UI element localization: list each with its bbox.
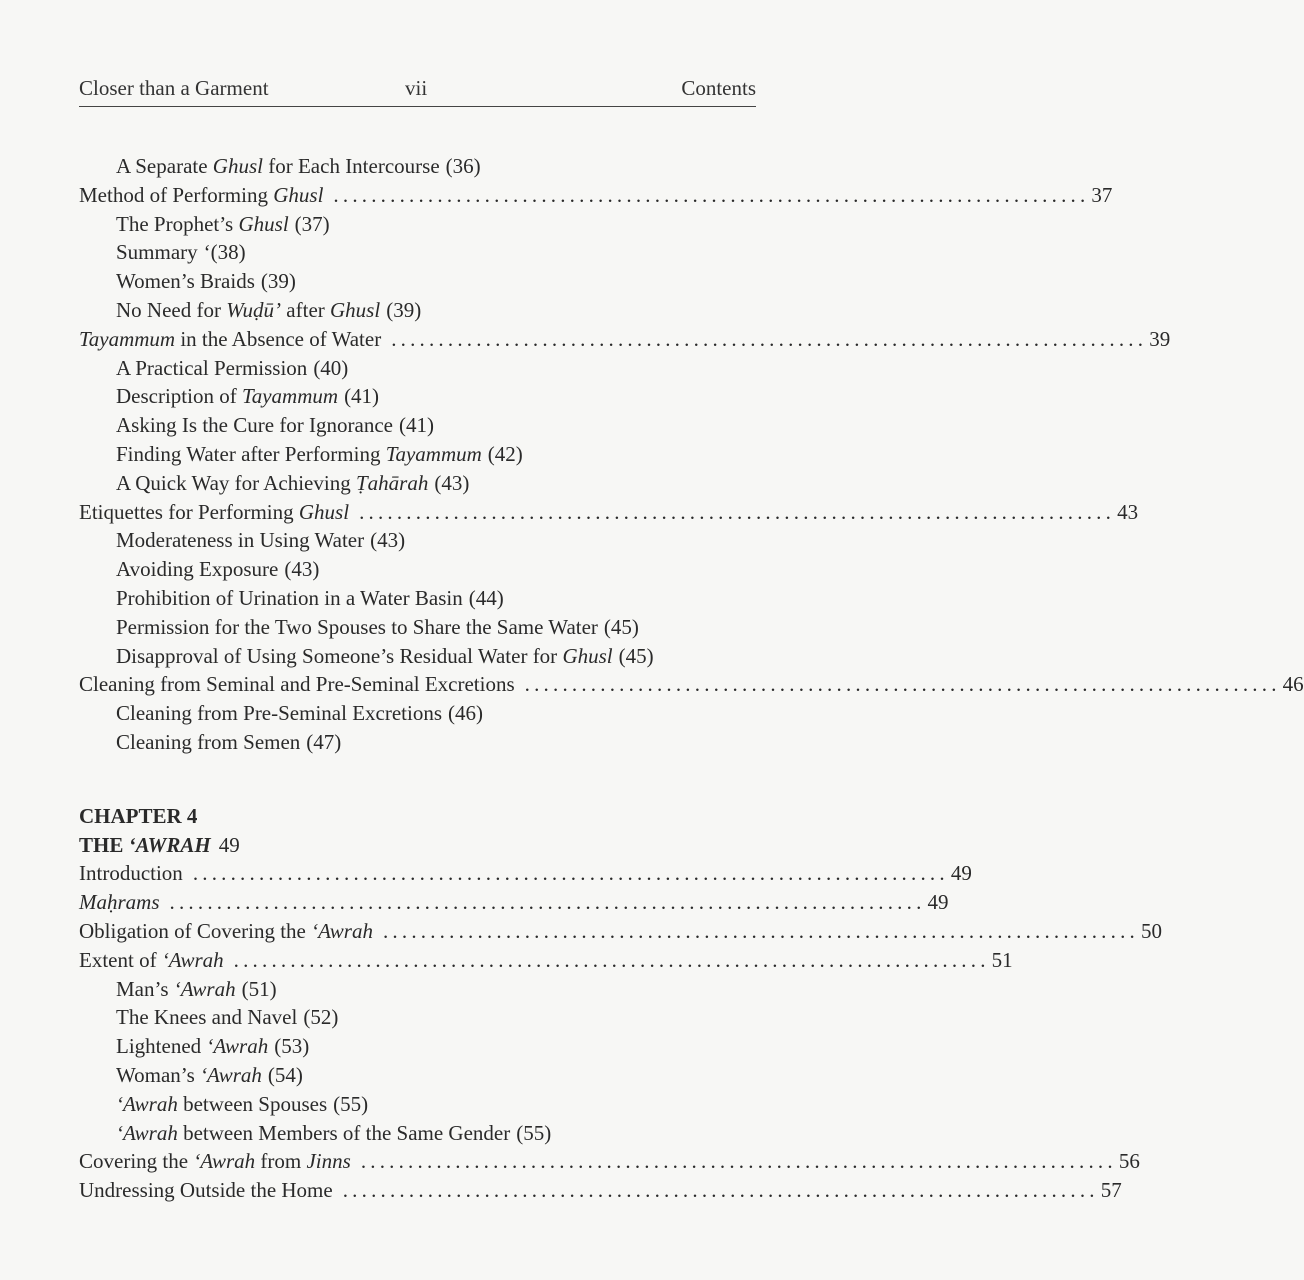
title-segment: Avoiding Exposure (116, 557, 279, 582)
dot-leader: ................................................................................ (342, 1178, 1099, 1203)
toc-subentry (79, 555, 756, 584)
title-segment: ‘Awrah (161, 947, 224, 972)
title-segment: ‘Awrah (116, 1120, 178, 1145)
chapter-title (79, 831, 756, 860)
chapter-page-number: 49 (218, 832, 240, 857)
title-segment: Undressing Outside the Home (79, 1178, 333, 1203)
title-segment: Ghusl (238, 211, 289, 236)
dot-leader: ................................................................................ (360, 1149, 1117, 1174)
toc-entry-title (79, 181, 323, 210)
toc-entry (79, 670, 1304, 699)
toc-entry-title (79, 498, 349, 527)
toc-subentry (79, 584, 756, 613)
toc-subentry (79, 526, 756, 555)
toc-entry (79, 1147, 1140, 1176)
toc-page-number: 46 (1282, 672, 1304, 697)
header-page-numeral: vii (405, 76, 428, 100)
chapter-label: CHAPTER 4 (79, 803, 198, 828)
toc-page-ref: (37) (294, 211, 330, 236)
toc-entry-title (116, 1032, 268, 1061)
toc-page-ref: (55) (333, 1091, 369, 1116)
title-segment: Ghusl (330, 297, 381, 322)
title-segment: between Members of the Same Gender (177, 1120, 511, 1145)
toc-entry-title (116, 584, 463, 613)
toc-entry-title (116, 1061, 262, 1090)
title-segment: A Practical Permission (116, 355, 308, 380)
title-segment: Covering the (79, 1149, 194, 1174)
table-of-contents (79, 152, 1304, 1205)
toc-subentry (79, 1090, 756, 1119)
toc-entry (79, 325, 1171, 354)
toc-page-number: 51 (991, 947, 1013, 972)
title-segment: Finding Water after Performing (116, 441, 386, 466)
title-segment: Tayammum (79, 326, 176, 351)
title-segment: Tayammum (241, 384, 339, 409)
dot-leader: ................................................................................ (169, 890, 926, 915)
toc-entry-title (79, 325, 381, 354)
toc-entry-title (116, 267, 255, 296)
title-segment: between Spouses (177, 1091, 328, 1116)
title-segment: in the Absence of Water (175, 326, 382, 351)
title-segment: Introduction (79, 861, 183, 886)
toc-subentry (79, 238, 756, 267)
toc-subentry (79, 1003, 756, 1032)
toc-page-ref: (55) (516, 1120, 552, 1145)
title-segment: Women’s Braids (116, 269, 255, 294)
toc-subentry (79, 728, 756, 757)
title-segment: Cleaning from Semen (116, 729, 301, 754)
toc-entry-title (116, 469, 428, 498)
title-segment: The Knees and Navel (116, 1005, 298, 1030)
toc-entry-title (116, 440, 482, 469)
toc-page-number: 49 (927, 890, 949, 915)
title-segment: Lightened (116, 1034, 207, 1059)
title-segment: Obligation of Covering the (79, 918, 312, 943)
title-segment: No Need for (116, 297, 227, 322)
title-segment: Wuḍū’ (226, 297, 282, 322)
toc-entry-title (116, 975, 236, 1004)
toc-page-ref: ‘(38) (203, 240, 246, 265)
title-segment: for Each Intercourse (262, 154, 440, 178)
title-segment: ‘Awrah (200, 1062, 262, 1087)
title-segment: Woman’s (116, 1062, 201, 1087)
toc-page-number: 57 (1100, 1178, 1122, 1203)
title-segment: ‘Awrah (193, 1149, 256, 1174)
toc-page-ref: (39) (260, 269, 296, 294)
chapter-gap (79, 757, 756, 802)
toc-page-ref: (46) (448, 701, 484, 726)
title-segment: after (281, 297, 331, 322)
toc-entry-title (116, 210, 289, 239)
toc-section-chapter-4 (79, 859, 1162, 1205)
toc-entry-title (116, 1119, 510, 1148)
toc-entry-title (79, 670, 515, 699)
toc-entry-title (116, 728, 300, 757)
title-segment: ‘Awrah (206, 1034, 269, 1059)
toc-page-ref: (44) (468, 585, 504, 610)
toc-page-ref: (52) (303, 1005, 339, 1030)
toc-page-ref: (39) (386, 297, 422, 322)
toc-page-number: 37 (1091, 182, 1113, 207)
title-segment: Moderateness in Using Water (116, 528, 365, 553)
toc-page-ref: (43) (284, 557, 320, 582)
toc-entry-title (116, 296, 380, 325)
toc-entry-title (79, 917, 373, 946)
toc-page-ref: (43) (370, 528, 406, 553)
dot-leader: ................................................................................ (359, 499, 1116, 524)
title-segment: Maḥrams (79, 890, 160, 915)
title-segment: Disapproval of Using Someone’s Residual Water for (116, 643, 563, 668)
toc-entry-title (116, 1090, 327, 1119)
toc-subentry (79, 440, 756, 469)
title-segment: Tayammum (385, 441, 482, 466)
toc-page-ref: (42) (487, 441, 523, 466)
title-segment: A Separate (116, 154, 213, 178)
toc-page-ref: (51) (241, 976, 277, 1001)
toc-subentry (79, 382, 756, 411)
toc-subentry (79, 411, 756, 440)
running-header (79, 76, 756, 104)
toc-entry-title (79, 1176, 333, 1205)
toc-entry (79, 859, 972, 888)
dot-leader: ................................................................................ (391, 326, 1148, 351)
toc-section-chapter-3-continued (79, 152, 1304, 757)
toc-entry-title (116, 354, 307, 383)
toc-subentry (79, 1032, 756, 1061)
toc-entry (79, 888, 949, 917)
title-segment: Man’s (116, 976, 174, 1001)
title-segment: Ghusl (298, 499, 350, 524)
toc-page-number: 56 (1118, 1149, 1140, 1174)
toc-entry-title (116, 642, 613, 671)
toc-subentry (79, 210, 756, 239)
dot-leader: ................................................................................ (382, 918, 1139, 943)
dot-leader: ................................................................................ (333, 182, 1090, 207)
toc-page-ref: (45) (603, 614, 639, 639)
toc-subentry (79, 1119, 756, 1148)
title-segment: Prohibition of Urination in a Water Basin (116, 585, 463, 610)
toc-entry (79, 181, 1113, 210)
title-segment: Description of (116, 384, 242, 409)
title-segment: ‘Awrah (116, 1091, 178, 1116)
toc-entry-title (79, 859, 183, 888)
toc-subentry (79, 469, 756, 498)
toc-page-ref: (40) (313, 355, 349, 380)
toc-entry-title (116, 1003, 297, 1032)
dot-leader: ................................................................................ (192, 861, 949, 886)
toc-entry-title (116, 555, 278, 584)
toc-page-number: 43 (1117, 499, 1139, 524)
toc-entry (79, 1176, 1122, 1205)
title-segment: Extent of (79, 947, 162, 972)
chapter-title-italic: ‘AWRAH (128, 832, 211, 857)
toc-page-ref: (41) (399, 413, 434, 438)
toc-entry (79, 946, 1013, 975)
chapter-title-prefix: THE (79, 832, 129, 857)
toc-page-number: 49 (950, 861, 972, 886)
title-segment: The Prophet’s (116, 211, 239, 236)
title-segment: Method of Performing (79, 182, 274, 207)
toc-page-ref: (45) (618, 643, 654, 668)
toc-entry-title (79, 888, 160, 917)
toc-page-ref: (36) (445, 154, 481, 178)
toc-subentry (79, 1061, 756, 1090)
title-segment: Asking Is the Cure for Ignorance (116, 413, 393, 438)
toc-entry (79, 498, 1139, 527)
toc-entry-title (116, 526, 364, 555)
toc-entry-title (79, 1147, 351, 1176)
dot-leader: ................................................................................ (524, 672, 1281, 697)
toc-entry-title (116, 411, 393, 440)
title-segment: ‘Awrah (173, 976, 236, 1001)
title-segment: Jinns (306, 1149, 351, 1174)
toc-subentry (79, 975, 756, 1004)
toc-page-ref: (53) (274, 1034, 310, 1059)
toc-entry-title (116, 238, 198, 267)
toc-entry-title (116, 382, 338, 411)
toc-page-ref: (43) (434, 470, 470, 495)
toc-entry-title (116, 699, 442, 728)
title-segment: Ghusl (212, 154, 263, 178)
title-segment: Ghusl (273, 182, 324, 207)
title-segment: A Quick Way for Achieving (116, 470, 356, 495)
toc-subentry (79, 642, 756, 671)
title-segment: Cleaning from Seminal and Pre-Seminal Excretions (79, 672, 515, 697)
title-segment: Ṭahārah (355, 470, 429, 495)
header-section: Contents (681, 76, 756, 100)
title-segment: Ghusl (562, 643, 613, 668)
toc-page-ref: (47) (306, 729, 342, 754)
toc-entry (79, 917, 1162, 946)
toc-entry-title (79, 946, 224, 975)
title-segment: Summary (116, 240, 198, 265)
title-segment: Permission for the Two Spouses to Share the Same Water (116, 614, 598, 639)
toc-subentry (79, 699, 756, 728)
header-book-title: Closer than a Garment (79, 76, 269, 100)
toc-subentry (79, 152, 756, 181)
toc-page-ref: (54) (267, 1062, 303, 1087)
dot-leader: ................................................................................ (233, 947, 990, 972)
toc-entry-title (116, 152, 440, 181)
title-segment: Cleaning from Pre-Seminal Excretions (116, 701, 443, 726)
toc-subentry (79, 613, 756, 642)
toc-page-number: 39 (1149, 326, 1171, 351)
title-segment: from (255, 1149, 307, 1174)
toc-page-number: 50 (1140, 918, 1162, 943)
toc-entry-title (116, 613, 598, 642)
title-segment: ‘Awrah (311, 918, 373, 943)
toc-subentry (79, 296, 756, 325)
title-segment: Etiquettes for Performing (79, 499, 299, 524)
toc-page-ref: (41) (344, 384, 380, 409)
toc-subentry (79, 354, 756, 383)
toc-subentry (79, 267, 756, 296)
header-rule (79, 106, 756, 107)
